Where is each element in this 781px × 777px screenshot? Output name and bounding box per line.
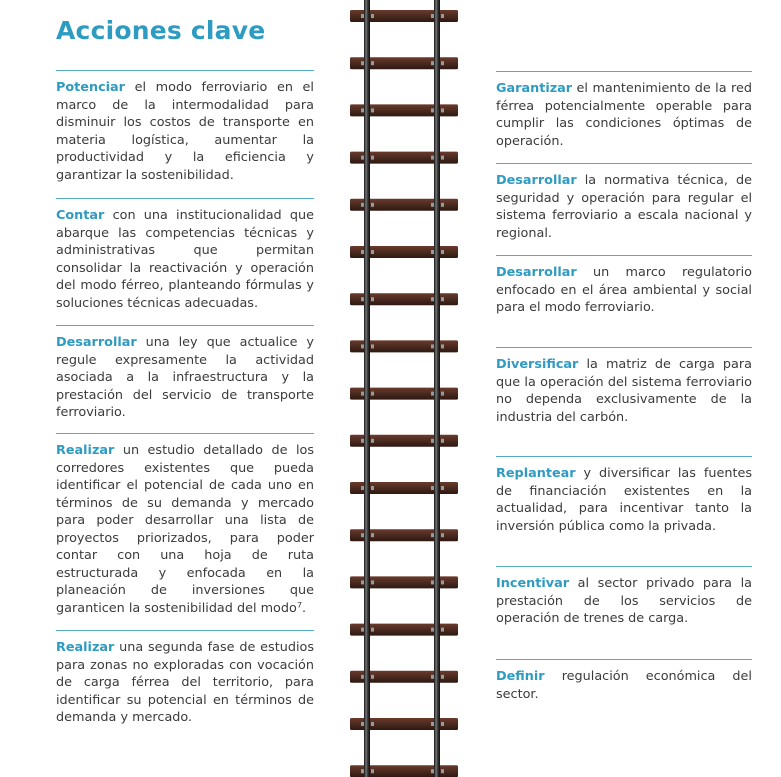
action-text: una segunda fase de estudios para zonas no exploradas con vocación de carga férrea del territorio, para identificar su potencial en términos de demanda y mercado.	[56, 640, 314, 725]
rail-clip	[431, 203, 434, 207]
action-text: la matriz de carga para que la operación del sistema ferroviario no dependa exclusivamente de la industria del carbón.	[496, 357, 752, 425]
action-keyword: Potenciar	[56, 80, 125, 95]
rail-clip	[371, 344, 374, 348]
action-item	[496, 255, 752, 317]
action-text: el mantenimiento de la red férrea potencialmente operable para cumplir las condiciones óptimas de operación.	[496, 81, 752, 149]
rail-clip	[431, 297, 434, 301]
rail-clip	[361, 769, 364, 773]
action-text: con una institucionalidad que abarque las competencias técnicas y administrativas que permitan consolidar la reactivación y operación del modo férreo, planteando fórmulas y soluciones técnicas adecuadas.	[56, 208, 314, 311]
rail-clip	[371, 203, 374, 207]
railway-track-illustration	[348, 0, 460, 777]
action-text: al sector privado para la prestación de los servicios de operación de trenes de carga.	[496, 576, 752, 626]
action-keyword: Incentivar	[496, 576, 570, 591]
rail-clip	[361, 108, 364, 112]
rail-clip	[371, 108, 374, 112]
rail-clip	[431, 250, 434, 254]
action-keyword: Desarrollar	[496, 265, 577, 280]
rail-clip	[431, 722, 434, 726]
action-item	[56, 433, 314, 617]
rail-clip	[441, 250, 444, 254]
rail-clip	[441, 297, 444, 301]
action-item	[496, 163, 752, 242]
rail-clip	[371, 533, 374, 537]
rail-clip	[371, 439, 374, 443]
page-title: Acciones clave	[56, 16, 266, 45]
rail-clip	[361, 392, 364, 396]
action-item	[496, 71, 752, 150]
action-text: y diversificar las fuentes de financiación existentes en la actualidad, para incentivar tanto la inversión pública como la privada.	[496, 466, 752, 534]
rail-clip	[431, 628, 434, 632]
rail-clip	[361, 297, 364, 301]
action-text: un estudio detallado de los corredores existentes que pueda identificar el potencial de cada uno en términos de su demanda y mercado para poder desarrollar una lista de proyectos priorizados, para poder contar con una hoja de ruta estructurada y enfocada en la planeación de inversiones que garanticen la sostenibilidad del modo⁷.	[56, 443, 314, 616]
rail-clip	[361, 156, 364, 160]
rail-clip	[361, 675, 364, 679]
rail-clip	[431, 14, 434, 18]
rail-clip	[361, 344, 364, 348]
rail-clip	[361, 722, 364, 726]
rail-clip	[431, 439, 434, 443]
action-item	[496, 659, 752, 703]
action-text: la normativa técnica, de seguridad y operación para regular el sistema ferroviario a escala nacional y regional.	[496, 173, 752, 241]
rail-clip	[371, 156, 374, 160]
rail-clip	[361, 580, 364, 584]
rail-clip	[441, 533, 444, 537]
rail-clip	[371, 14, 374, 18]
action-text: regulación económica del sector.	[496, 669, 752, 702]
rail-clip	[441, 203, 444, 207]
rail-right	[434, 0, 440, 777]
rail-clip	[361, 250, 364, 254]
rail-clip	[431, 533, 434, 537]
rail-clip	[431, 392, 434, 396]
rail-clip	[441, 61, 444, 65]
rail-clip	[361, 14, 364, 18]
rail-left	[364, 0, 370, 777]
rail-clip	[441, 344, 444, 348]
rail-clip	[431, 61, 434, 65]
action-text: un marco regulatorio enfocado en el área ambiental y social para el modo ferroviario.	[496, 265, 752, 315]
rail-clip	[441, 392, 444, 396]
action-item	[56, 630, 314, 727]
action-keyword: Definir	[496, 669, 545, 684]
rail-clip	[371, 769, 374, 773]
rail-clip	[361, 203, 364, 207]
action-text: el modo ferroviario en el marco de la intermodalidad para disminuir los costos de transporte en materia logística, aumentar la productividad y la eficiencia y garantizar la sostenibilidad.	[56, 80, 314, 183]
action-keyword: Contar	[56, 208, 105, 223]
rail-clip	[431, 675, 434, 679]
action-item	[56, 325, 314, 422]
rail-clip	[431, 344, 434, 348]
rail-clip	[371, 61, 374, 65]
rail-clip	[361, 628, 364, 632]
rail-clip	[361, 61, 364, 65]
rail-clip	[371, 297, 374, 301]
rail-clip	[361, 533, 364, 537]
rail-clip	[441, 108, 444, 112]
rail-clip	[371, 580, 374, 584]
action-keyword: Replantear	[496, 466, 576, 481]
rail-clip	[441, 486, 444, 490]
rail-clip	[431, 108, 434, 112]
rail-clip	[371, 392, 374, 396]
rail-clip	[361, 439, 364, 443]
rail-clip	[371, 675, 374, 679]
rail-clip	[441, 722, 444, 726]
action-keyword: Realizar	[56, 640, 115, 655]
action-keyword: Realizar	[56, 443, 115, 458]
rail-clip	[441, 14, 444, 18]
rail-clip	[441, 628, 444, 632]
action-item	[496, 566, 752, 628]
rail-clip	[441, 580, 444, 584]
rail-clip	[441, 439, 444, 443]
action-keyword: Desarrollar	[496, 173, 577, 188]
rail-clip	[431, 486, 434, 490]
rail-clip	[371, 250, 374, 254]
rail-clip	[441, 769, 444, 773]
action-keyword: Garantizar	[496, 81, 573, 96]
action-item	[56, 70, 314, 184]
action-item	[56, 198, 314, 312]
action-item	[496, 456, 752, 535]
rail-clip	[371, 628, 374, 632]
rail-clip	[371, 486, 374, 490]
rail-clip	[431, 769, 434, 773]
rail-clip	[431, 580, 434, 584]
action-keyword: Diversificar	[496, 357, 579, 372]
rail-clip	[441, 675, 444, 679]
action-item	[496, 347, 752, 426]
action-keyword: Desarrollar	[56, 335, 137, 350]
action-text: una ley que actualice y regule expresamente la actividad asociada a la infraestructura y la prestación del servicio de transporte ferroviario.	[56, 335, 314, 420]
rail-clip	[371, 722, 374, 726]
rail-clip	[441, 156, 444, 160]
rail-clip	[361, 486, 364, 490]
rail-clip	[431, 156, 434, 160]
